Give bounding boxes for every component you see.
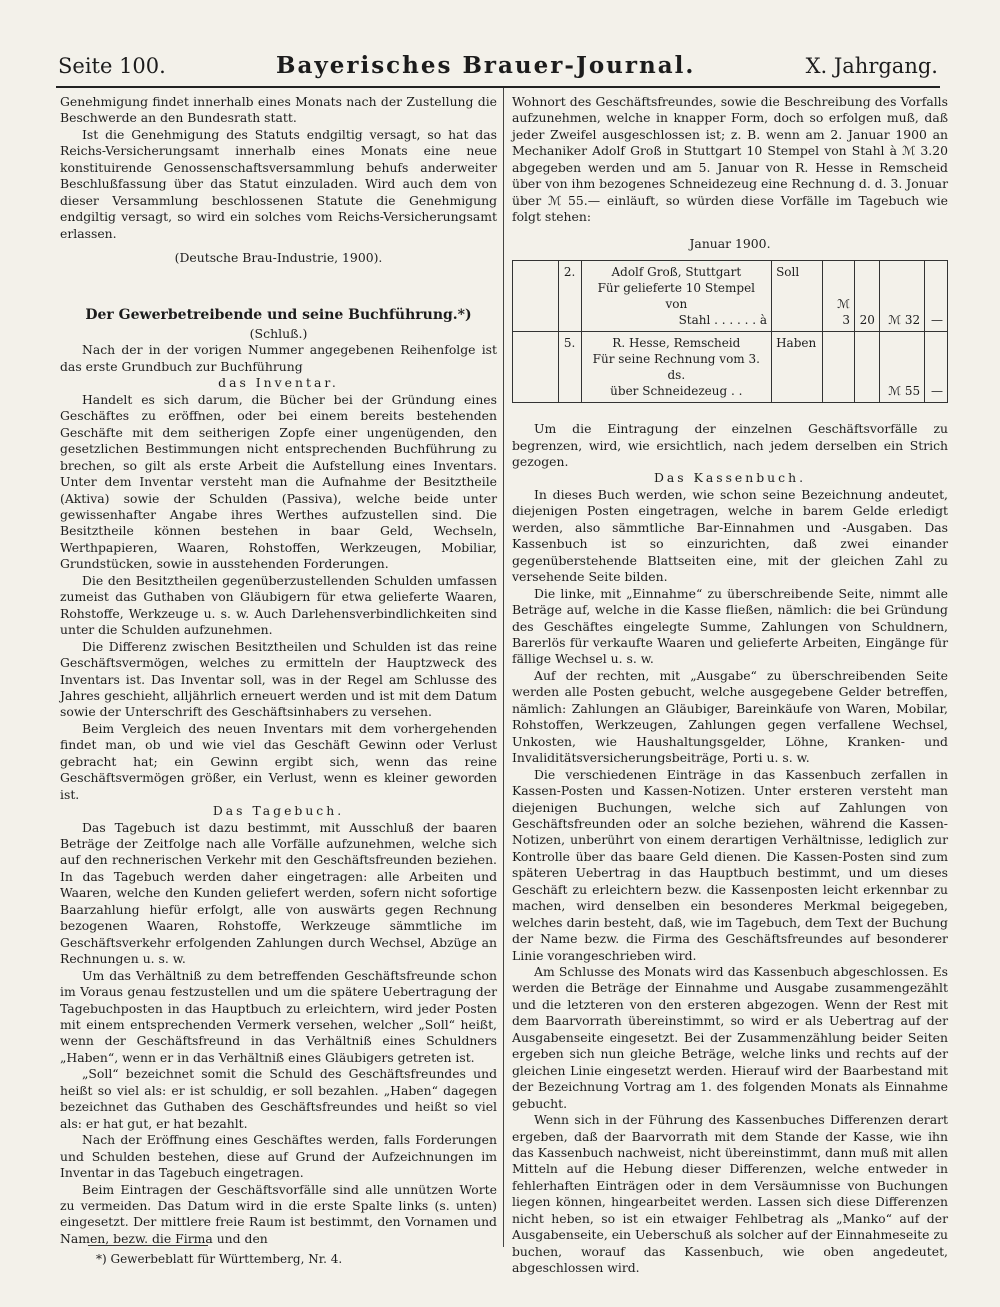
section-heading-inventar: das Inventar. [218,375,339,391]
paragraph: In dieses Buch werden, wie schon seine Bezeichnung andeutet, diejenigen Posten eingetragen, welche in barem Gelde erledigt werden, also sämmtliche Bar-Einnahmen und -Ausgaben. Das Kassenbuch ist so einzurichten, daß zwei einander gegenüberstehende Blattseiten eine, mit der gleichen Zahl zu versehende Seite bilden. [512,486,948,585]
paragraph: Ist die Genehmigung des Statuts endgiltig versagt, so hat das Reichs-Versicherungsamt innerhalb eines Monats eine neue konstituirende Genossenschaftsversammlung behufs anderweiter Beschlußfassung über das Statut einzuladen. Wird auch dem von dieser Versammlung beschlossenen Statute die Genehmigung endgiltig versagt, so wird ein solches vom Reichs-Versicherungsamt erlassen. [60,126,497,241]
entry-amount: ℳ 55 [879,332,924,403]
page-header [58,52,938,84]
footnote-rule [88,1245,208,1246]
entry-type: Haben [772,332,823,403]
entry-amount-pf: — [925,332,948,403]
entry-unit-mark [822,332,854,403]
source-citation: (Deutsche Brau-Industrie, 1900). [174,250,383,266]
paragraph: Das Tagebuch ist dazu bestimmt, mit Ausschluß der baaren Beträge der Zeitfolge nach alle Vorfälle aufzunehmen, welche sich auf den rechnerischen Verkehr mit den Geschäftsfreunden beziehen. In das Tagebuch werden daher eingetragen: alle Arbeiten und Waaren, welche den Kunden geliefert werden, sofern nicht sofortige Baarzahlung hiefür erfolgt, alle von auswärts gegen Rechnung bezogenen Waaren, Rohstoffe, Werkzeuge sämmtliche im Geschäftsverkehr erfolgenden Zahlungen durch Wechsel, Abzüge an Rechnungen u. s. w. [60,819,497,967]
paragraph: Die verschiedenen Einträge in das Kassenbuch zerfallen in Kassen-Posten und Kassen-Notizen. Unter ersteren versteht man diejenigen Buchungen, welche sich auf Zahlungen von Geschäftsfreunden oder an solche beziehen, während die Kassen-Notizen, unberührt von einem derartigen Verhältnisse, lediglich zur Kontrolle über das baare Geld dienen. Die Kassen-Posten sind zum späteren Uebertrag in das Hauptbuch bestimmt, und um dieses Geschäft zu erleichtern bezw. die Kassenposten leicht erkennbar zu machen, wird denselben ein besonderes Merkmal beigegeben, welches darin besteht, daß, wie im Tagebuch, dem Text der Buchung der Name bezw. die Firma des Geschäftsfreundes auf besonderer Linie vorangeschrieben wird. [512,766,948,963]
table-row [513,261,948,332]
entry-unit-pf: 20 [855,261,880,332]
entry-description: Adolf Groß, Stuttgart Für gelieferte 10 Stempel von Stahl . . . . . . à [581,261,772,332]
entry-amount: ℳ 32 [879,261,924,332]
paragraph: Nach der in der vorigen Nummer angegebenen Reihenfolge ist das erste Grundbuch zur Buchführung [60,342,497,374]
entry-description: R. Hesse, Remscheid Für seine Rechnung vom 3. ds. über Schneidezeug . . [581,332,772,403]
section-heading-tagebuch: Das Tagebuch. [212,803,345,819]
paragraph: Beim Eintragen der Geschäftsvorfälle sind alle unnützen Worte zu vermeiden. Das Datum wird in die erste Spalte links (s. unten) eingesetzt. Der mittlere freie Raum ist bestimmt, den Vornamen und Namen, bezw. die Firma und den [60,1181,497,1246]
entry-day: 2. [558,261,581,332]
paragraph: Am Schlusse des Monats wird das Kassenbuch abgeschlossen. Es werden die Beträge der Einnahme und Ausgabe zusammengezählt und die letzteren von den ersteren abgezogen. Wenn der Rest mit dem Baarvorrath übereinstimmt, so wird er als Uebertrag auf der Ausgabenseite eingesetzt. Bei der Zusammenzählung beider Seiten ergeben sich nun gleiche Beträge, welche links und rechts auf der gleichen Linie eingesetzt werden. Hierauf wird der Baarbestand mit der Bezeichnung Vortrag am 1. des folgenden Monats als Einnahme gebucht. [512,964,948,1111]
journal-date: Januar 1900. [689,235,771,251]
paragraph: Die den Besitztheilen gegenüberzustellenden Schulden umfassen zumeist das Guthaben von Gläubigern für etwa gelieferte Waaren, Rohstoffe, Werkzeuge u. s. w. Auch Darlehensverbindlichkeiten sind unter die Schulden aufzunehmen. [60,572,497,638]
paragraph: Die linke, mit „Einnahme“ zu überschreibende Seite, nimmt alle Beträge auf, welche in die Kasse fließen, nämlich: die bei Gründung des Geschäftes eingelegte Summe, Zahlungen von Schuldnern, Barerlös für verkaufte Waaren und gelieferte Arbeiten, Eingänge für fällige Wechsel u. s. w. [512,585,948,667]
table-row [513,332,948,403]
paragraph: Beim Vergleich des neuen Inventars mit dem vorhergehenden findet man, ob und wie viel das Geschäft Gewinn oder Verlust gebracht hat; ein Gewinn ergibt sich, wenn das reine Geschäftsvermögen größer, ein Verlust, wenn es kleiner geworden ist. [60,720,497,802]
header-rule [56,86,940,88]
paragraph: Um die Eintragung der einzelnen Geschäftsvorfälle zu begrenzen, wird, wie ersichtlich, nach jedem derselben ein Strich gezogen. [512,421,948,469]
paragraph: Genehmigung findet innerhalb eines Monats nach der Zustellung die Beschwerde an den Bundesrath statt. [60,94,497,126]
article-heading: Der Gewerbetreibende und seine Buchführung.*) [85,306,472,323]
entry-day: 5. [558,332,581,403]
entry-amount-pf: — [925,261,948,332]
journal-table [512,260,948,403]
page-number: Seite 100. [58,54,166,78]
journal-title: Bayerisches Brauer-Journal. [276,52,696,79]
entry-type: Soll [772,261,823,332]
column-divider [503,88,504,1247]
entry-unit-pf [855,332,880,403]
paragraph: Auf der rechten, mit „Ausgabe“ zu überschreibenden Seite werden alle Posten gebucht, welche ausgegebene Gelder betreffen, nämlich: Zahlungen an Gläubiger, Bareinkäufe von Waren, Mobilar, Rohstoffen, Werkzeugen, Zahlungen gegen verfallene Wechsel, Unkosten, wie Haushaltungsgelder, Löhne, Kranken- und Invaliditätsversicherungsbeiträge, Porti u. s. w. [512,667,948,766]
right-column [512,94,948,1277]
paragraph: Handelt es sich darum, die Bücher bei der Gründung eines Geschäftes zu eröffnen, oder bei einem bereits bestehenden Geschäfte mit dem seitherigen Zopfe einer ungenügenden, den gesetzlichen Bestimmungen nicht entsprechenden Buchführung zu brechen, so gilt als erste Arbeit die Aufstellung eines Inventars. Unter dem Inventar versteht man die Aufnahme der Besitztheile (Aktiva) sowie der Schulden (Passiva), welche beide unter gewissenhafter Angabe ihres Werthes aufzustellen sind. Die Besitztheile können bestehen in baar Geld, Wechseln, Werthpapieren, Waaren, Rohstoffen, Werkzeugen, Mobiliar, Grundstücken, sowie in ausstehenden Forderungen. [60,391,497,572]
footnote: *) Gewerbeblatt für Württemberg, Nr. 4. [96,1252,343,1266]
volume-label: X. Jahrgang. [805,54,938,78]
paragraph: Die Differenz zwischen Besitztheilen und Schulden ist das reine Geschäftsvermögen, welches zu ermitteln der Hauptzweck des Inventars ist. Das Inventar soll, was in der Regel am Schlusse des Jahres geschieht, alljährlich erneuert werden und ist mit dem Datum sowie der Unterschrift des Geschäftsinhabers zu versehen. [60,638,497,720]
paragraph: Nach der Eröffnung eines Geschäftes werden, falls Forderungen und Schulden bestehen, diese auf Grund der Aufzeichnungen im Inventar in das Tagebuch eingetragen. [60,1132,497,1181]
entry-unit-mark: ℳ 3 [822,261,854,332]
paragraph: Um das Verhältniß zu dem betreffenden Geschäftsfreunde schon im Voraus genau festzustellen und um die spätere Uebertragung der Tagebuchposten in das Hauptbuch zu erleichtern, wird jeder Posten mit einem entsprechenden Vermerk versehen, welcher „Soll“ heißt, wenn der Geschäftsfreund in das Verhältniß eines Schuldners „Haben“, wenn er in das Verhältniß eines Gläubigers getreten ist. [60,967,497,1065]
paragraph: „Soll“ bezeichnet somit die Schuld des Geschäftsfreundes und heißt so viel als: er ist schuldig, er soll bezahlen. „Haben“ dagegen bezeichnet das Guthaben des Geschäftsfreundes und heißt so viel als: er hat gut, er hat bezahlt. [60,1066,497,1131]
section-heading-kassenbuch: Das Kassenbuch. [653,470,807,486]
paragraph: Wohnort des Geschäftsfreundes, sowie die Beschreibung des Vorfalls aufzunehmen, welche in knapper Form, doch so erfolgen muß, daß jeder Zweifel ausgeschlossen ist; z. B. wenn am 2. Januar 1900 an Mechaniker Adolf Groß in Stuttgart 10 Stempel von Stahl à ℳ 3.20 abgegeben werden und am 5. Januar von R. Hesse in Remscheid über von ihm bezogenes Schneidezeug eine Rechnung d. d. 3. Jonuar über ℳ 55.— einläuft, so würden diese Vorfälle im Tagebuch wie folgt stehen: [512,94,948,225]
paragraph: Wenn sich in der Führung des Kassenbuches Differenzen derart ergeben, daß der Baarvorrath mit dem Stande der Kasse, wie ihn das Kassenbuch nachweist, nicht übereinstimmt, dann muß mit allen Mitteln auf die Hebung dieser Differenzen, welche entweder in fehlerhaften Einträgen oder in dem Versäumnisse von Buchungen liegen können, hingearbeitet werden. Lassen sich diese Differenzen nicht heben, so ist ein etwaiger Fehlbetrag als „Manko“ auf der Ausgabenseite, ein Ueberschuß als solcher auf der Einnahmeseite zu buchen, worauf das Kassenbuch, wie oben angedeutet, abgeschlossen wird. [512,1112,948,1276]
article-subheading: (Schluß.) [249,325,308,341]
left-column [60,94,497,1247]
